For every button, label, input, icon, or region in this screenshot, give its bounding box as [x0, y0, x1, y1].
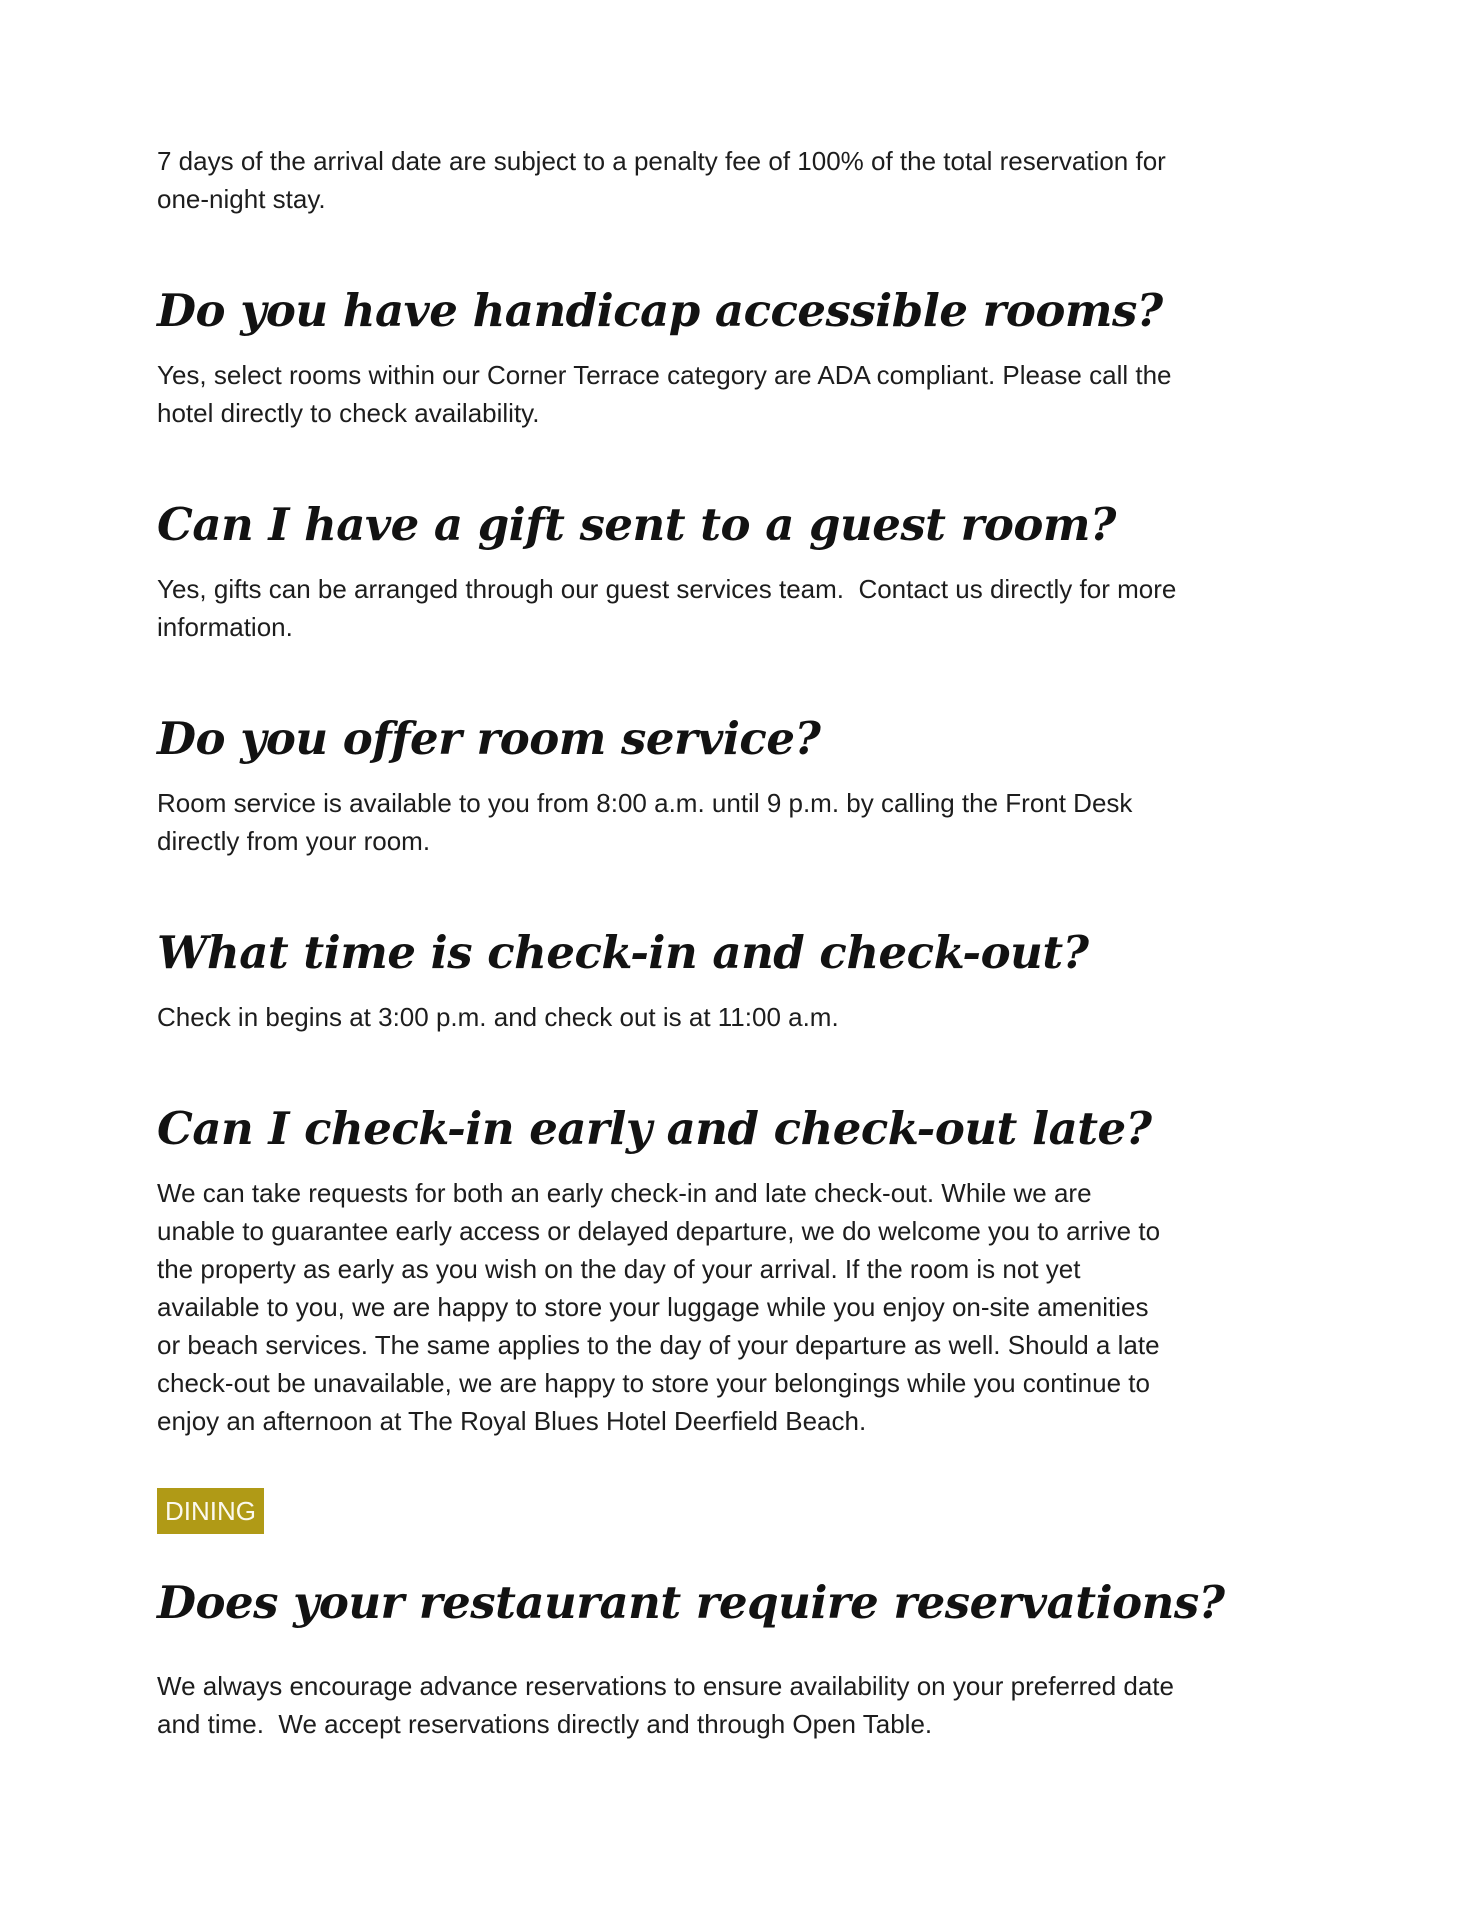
intro-line: 7 days of the arrival date are subject to a penalty fee of 100% of the total reservation for [157, 146, 1166, 176]
answer-line: directly from your room. [157, 826, 431, 856]
answer-line: Yes, select rooms within our Corner Terrace category are ADA compliant. Please call the [157, 360, 1172, 390]
answer-line: or beach services. The same applies to the day of your departure as well. Should a late [157, 1330, 1160, 1360]
answer-line: available to you, we are happy to store your luggage while you enjoy on-site amenities [157, 1292, 1149, 1322]
answer-line: unable to guarantee early access or delayed departure, we do welcome you to arrive to [157, 1216, 1161, 1246]
faq-question-gift-to-room: Can I have a gift sent to a guest room? [157, 498, 1116, 551]
faq-answer-checkin-checkout-time [157, 998, 839, 1036]
faq-question-checkin-checkout-time: What time is check-in and check-out? [157, 926, 1089, 979]
answer-line: information. [157, 612, 293, 642]
faq-question-restaurant-reservations: Does your restaurant require reservations? [157, 1576, 1225, 1629]
answer-line: the property as early as you wish on the day of your arrival. If the room is not yet [157, 1254, 1081, 1284]
faq-answer-early-checkin-late-checkout [157, 1174, 1160, 1440]
faq-answer-room-service [157, 784, 1132, 860]
answer-line: Yes, gifts can be arranged through our guest services team. Contact us directly for more [157, 574, 1177, 604]
faq-question-accessible-rooms: Do you have handicap accessible rooms? [157, 284, 1163, 337]
answer-line: Room service is available to you from 8:00 a.m. until 9 p.m. by calling the Front Desk [157, 788, 1133, 818]
faq-question-room-service: Do you offer room service? [157, 712, 821, 765]
faq-question-early-checkin-late-checkout: Can I check-in early and check-out late? [157, 1102, 1152, 1155]
faq-answer-restaurant-reservations [157, 1667, 1174, 1743]
answer-line: enjoy an afternoon at The Royal Blues Hotel Deerfield Beach. [157, 1406, 867, 1436]
answer-line: We always encourage advance reservations to ensure availability on your preferred date [157, 1671, 1174, 1701]
answer-line: and time. We accept reservations directly and through Open Table. [157, 1709, 933, 1739]
faq-answer-accessible-rooms [157, 356, 1172, 432]
dining-section-label: DINING [157, 1488, 264, 1534]
answer-line: hotel directly to check availability. [157, 398, 540, 428]
intro-paragraph [157, 142, 1166, 218]
answer-line: Check in begins at 3:00 p.m. and check out is at 11:00 a.m. [157, 1002, 839, 1032]
faq-answer-gift-to-room [157, 570, 1176, 646]
answer-line: check-out be unavailable, we are happy to store your belongings while you continue to [157, 1368, 1150, 1398]
intro-line: one-night stay. [157, 184, 326, 214]
answer-line: We can take requests for both an early check-in and late check-out. While we are [157, 1178, 1092, 1208]
